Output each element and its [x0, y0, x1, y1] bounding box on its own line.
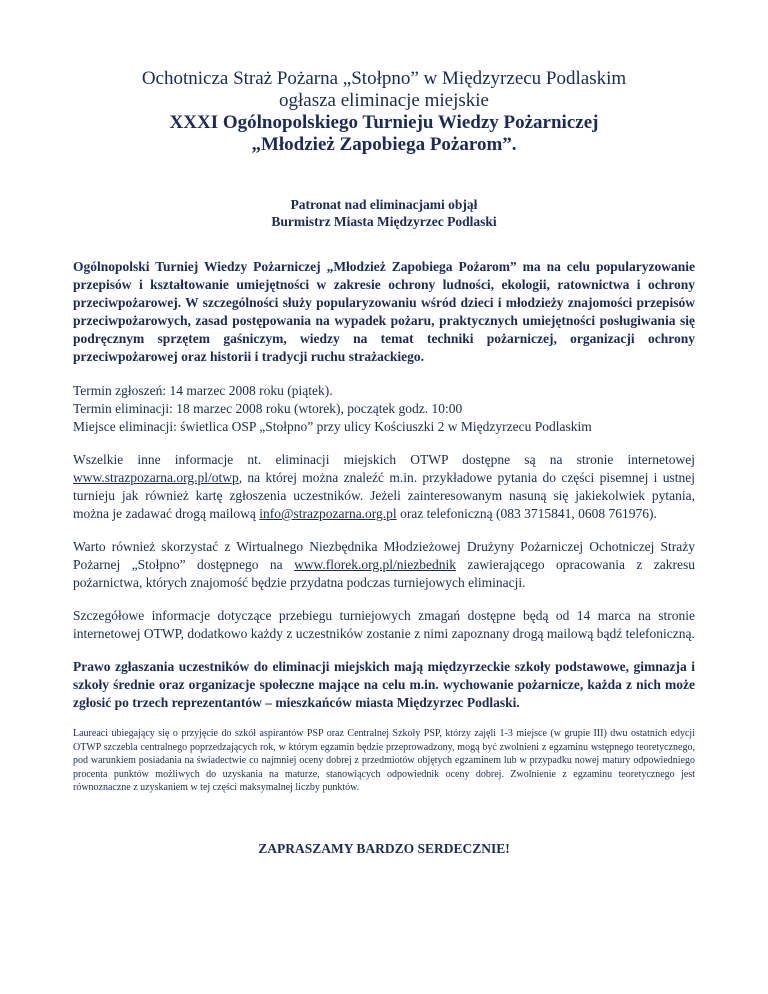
otwp-link[interactable]: www.strazpozarna.org.pl/otwp — [73, 470, 239, 485]
header-announces: ogłasza eliminacje miejskie — [279, 90, 489, 111]
registration-deadline: Termin zgłoszeń: 14 marzec 2008 roku (piątek). — [73, 383, 333, 398]
patronage-line1: Patronat nad eliminacjami objął — [290, 197, 478, 212]
info-text-3: oraz telefoniczną (083 3715841, 0608 761976). — [396, 506, 657, 521]
elimination-date: Termin eliminacji: 18 marzec 2008 roku (wtorek), początek godz. 10:00 — [73, 401, 463, 416]
info-text-2: , na której można znaleźć m.in. przykładowe pytania do części pisemnej i ustnej turnieju jak również kartę zgłoszenia uczestników. Jeżeli zainteresowanym nasuną się jakiekolwiek pytania, można je zadawać drogą mailową — [73, 470, 695, 521]
intro-paragraph: Ogólnopolski Turniej Wiedzy Pożarniczej „Młodzież Zapobiega Pożarom” ma na celu popularyzowanie przepisów i kształtowanie umiejętności w zakresie ochrony ludności, ekologii, ratownictwa i ochrony przeciwpożarowej. W szczególności służy popularyzowaniu wśród dzieci i młodzieży znajomości przepisów przeciwpożarowych, zasad postępowania na wypadek pożaru, praktycznych umiejętności posługiwania się podręcznym sprzętem gaśniczym, wiedzy na temat techniki pożarniczej, organizacji ochrony przeciwpożarowej oraz historii i tradycji ruchu strażackiego. — [73, 259, 695, 364]
patronage-block — [73, 196, 695, 230]
announcement-header — [73, 68, 695, 156]
vademecum-text-2: zawierającego opracowania z zakresu pożarnictwa, których znajomość będzie przydatna podczas turniejowych eliminacji. — [73, 557, 695, 590]
info-text-1: Wszelkie inne informacje nt. eliminacji miejskich OTWP dostępne są na stronie internetowej — [73, 452, 695, 467]
vademecum-paragraph — [73, 538, 695, 592]
document-page — [73, 0, 695, 857]
info-paragraph — [73, 451, 695, 523]
terms-block — [73, 382, 695, 436]
niezbednik-link[interactable]: www.florek.org.pl/niezbednik — [294, 557, 457, 572]
laureates-note: Laureaci ubiegający się o przyjęcie do szkół aspirantów PSP oraz Centralnej Szkoły PSP, którzy zajęli 1-3 miejsce (w grupie III) dwu ostatnich edycji OTWP szczebla centralnego poprzedzających rok, w którym egzamin będzie przeprowadzony, mogą być zwolnieni z egzaminu wstępnego teoretycznego, pod warunkiem posiadania na świadectwie co najmniej oceny dobrej z przedmiotów objętych egzaminem lub w przypadku nowej matury odpowiedniego procenta punktów możliwych do uzyskania na maturze, stanowiących odpowiednik oceny dobrej. Zwolnienie z egzaminu teoretycznego jest równoznaczne z uzyskaniem w tej części maksymalnej liczby punktów. — [73, 728, 695, 793]
email-link[interactable]: info@strazpozarna.org.pl — [259, 506, 397, 521]
vademecum-text-1: Warto również skorzystać z Wirtualnego Niezbędnika Młodzieżowej Drużyny Pożarniczej Ochotniczej Straży Pożarnej „Stołpno” dostępnego na — [73, 539, 695, 572]
header-tournament-title: XXXI Ogólnopolskiego Turnieju Wiedzy Pożarniczej — [169, 112, 599, 133]
header-organizer: Ochotnicza Straż Pożarna „Stołpno” w Międzyrzecu Podlaskim — [141, 68, 627, 89]
patronage-line2: Burmistrz Miasta Międzyrzec Podlaski — [271, 214, 497, 229]
eligibility-paragraph: Prawo zgłaszania uczestników do eliminacji miejskich mają międzyrzeckie szkoły podstawowe, gimnazja i szkoły średnie oraz organizacje społeczne mające na celu m.in. wychowanie pożarnicze, każda z nich może zgłosić po trzech reprezentantów – mieszkańców miasta Międzyrzec Podlaski. — [73, 659, 695, 710]
details-paragraph: Szczegółowe informacje dotyczące przebiegu turniejowych zmagań dostępne będą od 14 marca na stronie internetowej OTWP, dodatkowo każdy z uczestników zostanie z nimi zapoznany drogą mailową bądź telefoniczną. — [73, 608, 695, 641]
header-tournament-motto: „Młodzież Zapobiega Pożarom”. — [251, 134, 517, 155]
elimination-venue: Miejsce eliminacji: świetlica OSP „Stołpno” przy ulicy Kościuszki 2 w Międzyrzecu Podlaskim — [73, 419, 592, 434]
closing-invitation: ZAPRASZAMY BARDZO SERDECZNIE! — [258, 840, 510, 856]
